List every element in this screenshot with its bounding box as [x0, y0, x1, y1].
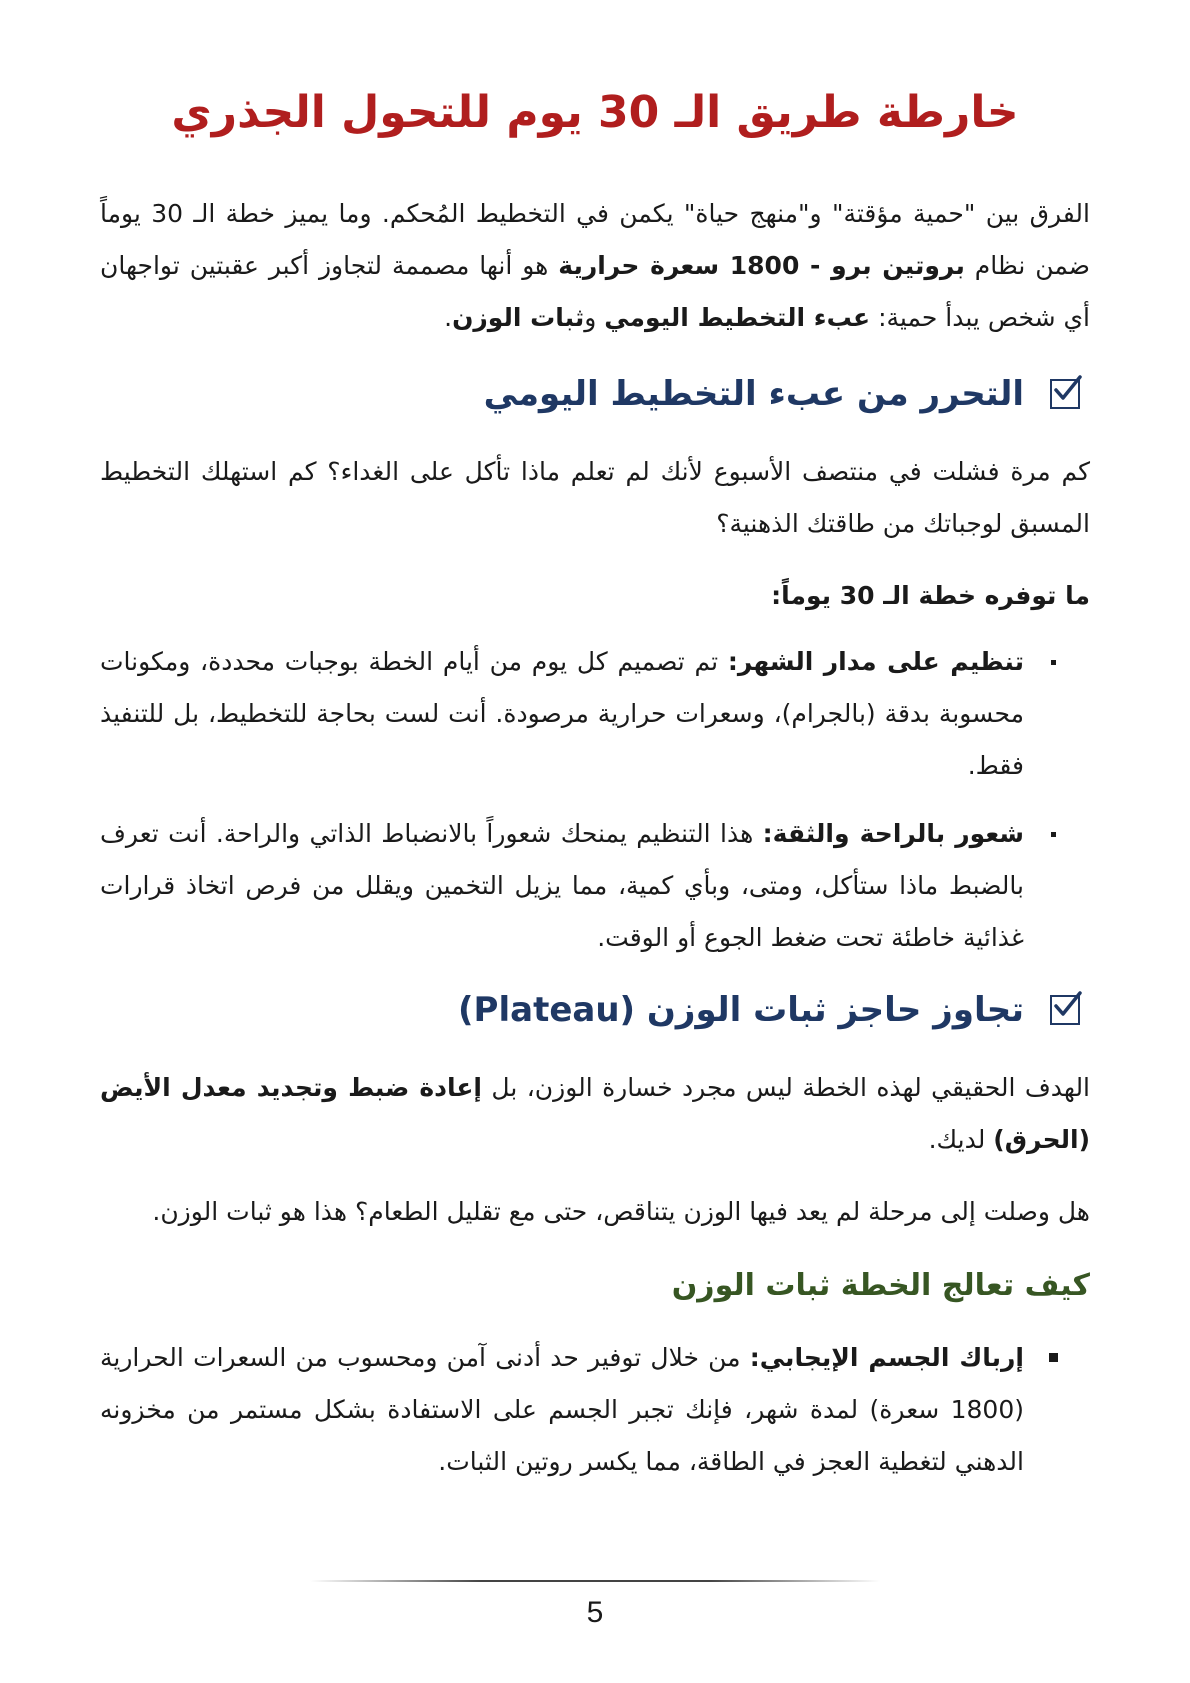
- bullet-text: من خلال توفير حد أدنى آمن ومحسوب من السعرات الحرارية (1800 سعرة) لمدة شهر، فإنك تجبر الجسم على الاستفادة بشكل مستمر من مخزونه الدهني لتغطية العجز في الطاقة، مما يكسر روتين الثبات.: [100, 1343, 1024, 1476]
- section2-bullet-list: [100, 1332, 1090, 1488]
- checkbox-checked-icon: [1050, 379, 1080, 409]
- section-heading-text: تجاوز حاجز ثبات الوزن (Plateau): [458, 990, 1024, 1030]
- bullet-text: هذا التنظيم يمنحك شعوراً بالانضباط الذاتي والراحة. أنت تعرف بالضبط ماذا ستأكل، ومتى، وبأي كمية، مما يزيل التخمين ويقلل من فرص اتخاذ قرارات غذائية خاطئة تحت ضغط الجوع أو الوقت.: [100, 819, 1024, 952]
- bullet-icon: [1051, 832, 1056, 837]
- intro-text-4: .: [444, 303, 453, 332]
- page-number: 5: [586, 1596, 604, 1629]
- intro-bold-1: بروتين برو - 1800 سعرة حرارية: [558, 251, 965, 280]
- section2-p1-text-2: لديك.: [928, 1125, 994, 1154]
- page-content: [100, 78, 1090, 1504]
- intro-text-3: و: [584, 303, 605, 332]
- list-item: [100, 808, 1090, 964]
- list-item: [100, 1332, 1090, 1488]
- bullet-bold: تنظيم على مدار الشهر:: [727, 647, 1024, 676]
- section1-paragraph: كم مرة فشلت في منتصف الأسبوع لأنك لم تعلم ماذا تأكل على الغداء؟ كم استهلك التخطيط المسبق لوجباتك من طاقتك الذهنية؟: [100, 457, 1090, 538]
- section-heading-plateau: [100, 980, 1090, 1040]
- list-item: [100, 636, 1090, 792]
- bullet-bold: إرباك الجسم الإيجابي:: [749, 1343, 1024, 1372]
- page-title: خارطة طريق الـ 30 يوم للتحول الجذري: [171, 87, 1019, 138]
- footer-divider: [310, 1580, 880, 1582]
- plateau-treatment-heading: كيف تعالج الخطة ثبات الوزن: [671, 1268, 1090, 1303]
- section2-p1-bold: إعادة ضبط وتجديد معدل الأيض (الحرق): [100, 1073, 1090, 1154]
- section-heading-daily-planning: [100, 364, 1090, 424]
- section1-bullet-list: [100, 636, 1090, 964]
- intro-bold-3: ثبات الوزن: [452, 303, 585, 332]
- bullet-icon: [1051, 660, 1056, 665]
- intro-bold-2: عبء التخطيط اليومي: [604, 303, 871, 332]
- section1-subheading: ما توفره خطة الـ 30 يوماً:: [771, 581, 1090, 610]
- bullet-text: تم تصميم كل يوم من أيام الخطة بوجبات محددة، ومكونات محسوبة بدقة (بالجرام)، وسعرات حرارية مرصودة. أنت لست بحاجة للتخطيط، بل للتنفيذ فقط.: [100, 647, 1024, 780]
- intro-paragraph: [100, 188, 1090, 344]
- section2-p1-text-1: الهدف الحقيقي لهذه الخطة ليس مجرد خسارة الوزن، بل: [482, 1073, 1091, 1102]
- intro-text-2: هو أنها مصممة لتجاوز أكبر عقبتين تواجهان أي شخص يبدأ حمية:: [100, 251, 1090, 332]
- intro-text-1: الفرق بين "حمية مؤقتة" و"منهج حياة" يكمن في التخطيط المُحكم. وما يميز خطة الـ 30 يوماً ضمن نظام: [100, 199, 1090, 280]
- section2-paragraph-1: [100, 1062, 1090, 1166]
- square-bullet-icon: [1049, 1353, 1058, 1362]
- checkbox-checked-icon: [1050, 995, 1080, 1025]
- section-heading-text: التحرر من عبء التخطيط اليومي: [483, 374, 1024, 414]
- bullet-bold: شعور بالراحة والثقة:: [762, 819, 1025, 848]
- section2-paragraph-2: هل وصلت إلى مرحلة لم يعد فيها الوزن يتناقص، حتى مع تقليل الطعام؟ هذا هو ثبات الوزن.: [152, 1197, 1090, 1226]
